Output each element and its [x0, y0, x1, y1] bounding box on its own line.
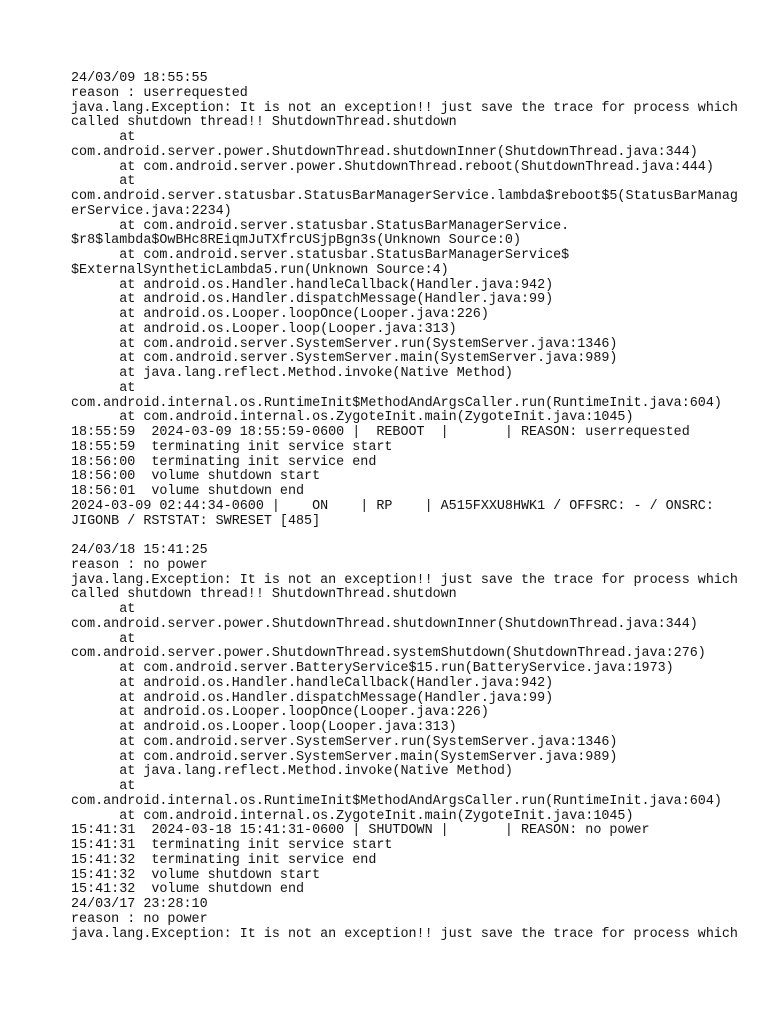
- log-line: called shutdown thread!! ShutdownThread.shutdown: [71, 587, 457, 603]
- log-line: at: [71, 174, 136, 190]
- log-line: com.android.server.power.ShutdownThread.shutdownInner(ShutdownThread.java:344): [71, 616, 698, 632]
- log-line: com.android.server.statusbar.StatusBarManagerService.lambda$reboot$5(StatusBarManag: [71, 189, 738, 204]
- log-line: at com.android.server.SystemServer.run(SystemServer.java:1346): [71, 336, 618, 352]
- log-line: 18:56:00 volume shutdown start: [71, 469, 321, 485]
- log-line: at com.android.server.SystemServer.main(SystemServer.java:989): [71, 351, 618, 367]
- log-line: java.lang.Exception: It is not an exception!! just save the trace for process which: [71, 100, 738, 116]
- log-line: at com.android.internal.os.ZygoteInit.main(ZygoteInit.java:1045): [71, 410, 634, 426]
- log-line: 24/03/17 23:28:10: [71, 897, 208, 912]
- log-line: 24/03/09 18:55:55: [71, 71, 208, 86]
- log-line: [71, 529, 711, 544]
- log-line: 18:56:00 terminating init service end: [71, 454, 377, 470]
- log-line: at android.os.Handler.handleCallback(Handler.java:942): [71, 675, 554, 691]
- log-line: at java.lang.reflect.Method.invoke(Native Method): [71, 764, 513, 780]
- log-line: at: [71, 779, 136, 794]
- log-line: JIGONB / RSTSTAT: SWRESET [485]: [71, 513, 321, 529]
- log-line: at android.os.Handler.dispatchMessage(Handler.java:99): [71, 292, 554, 308]
- log-line: at: [71, 380, 136, 396]
- log-line: $ExternalSyntheticLambda5.run(Unknown Source:4): [71, 262, 449, 278]
- log-line: 15:41:31 terminating init service start: [71, 838, 393, 853]
- log-line: at android.os.Looper.loop(Looper.java:313): [71, 321, 457, 337]
- log-line: at: [71, 130, 136, 145]
- log-line: java.lang.Exception: It is not an exception!! just save the trace for process which: [71, 572, 738, 588]
- log-line: 15:41:31 2024-03-18 15:41:31-0600 | SHUTDOWN | | REASON: no power: [71, 823, 650, 839]
- log-document: [71, 71, 738, 942]
- log-line: 2024-03-09 02:44:34-0600 | ON | RP | A515FXXU8HWK1 / OFFSRC: - / ONSRC:: [71, 498, 714, 514]
- log-line: at com.android.server.power.ShutdownThread.reboot(ShutdownThread.java:444): [71, 159, 714, 175]
- log-line: at com.android.internal.os.ZygoteInit.main(ZygoteInit.java:1045): [71, 808, 634, 824]
- log-line: at com.android.server.statusbar.StatusBarManagerService$: [71, 248, 570, 263]
- log-line: at: [71, 602, 136, 617]
- log-line: erService.java:2234): [71, 203, 232, 219]
- log-line: at com.android.server.SystemServer.main(SystemServer.java:989): [71, 749, 618, 765]
- log-line: at java.lang.reflect.Method.invoke(Native Method): [71, 366, 513, 381]
- log-line: at android.os.Looper.loopOnce(Looper.java:226): [71, 705, 489, 721]
- log-line: java.lang.Exception: It is not an exception!! just save the trace for process which: [71, 926, 738, 942]
- log-line: 18:55:59 terminating init service start: [71, 439, 393, 455]
- log-line: com.android.server.power.ShutdownThread.shutdownInner(ShutdownThread.java:344): [71, 144, 698, 160]
- log-line: 24/03/18 15:41:25: [71, 543, 208, 558]
- log-line: at: [71, 631, 136, 647]
- log-line: at com.android.server.BatteryService$15.run(BatteryService.java:1973): [71, 661, 674, 676]
- log-line: at android.os.Looper.loopOnce(Looper.java:226): [71, 307, 489, 322]
- log-line: reason : no power: [71, 911, 208, 927]
- log-line: at android.os.Handler.dispatchMessage(Handler.java:99): [71, 690, 554, 706]
- log-line: 15:41:32 volume shutdown end: [71, 882, 305, 898]
- log-line: 18:55:59 2024-03-09 18:55:59-0600 | REBOOT | | REASON: userrequested: [71, 425, 690, 440]
- log-line: called shutdown thread!! ShutdownThread.shutdown: [71, 115, 457, 131]
- log-line: com.android.internal.os.RuntimeInit$MethodAndArgsCaller.run(RuntimeInit.java:604): [71, 395, 722, 411]
- log-line: 15:41:32 terminating init service end: [71, 852, 377, 868]
- log-line: com.android.internal.os.RuntimeInit$MethodAndArgsCaller.run(RuntimeInit.java:604): [71, 793, 722, 809]
- log-line: at com.android.server.SystemServer.run(SystemServer.java:1346): [71, 734, 618, 750]
- log-line: at com.android.server.statusbar.StatusBarManagerService.: [71, 218, 570, 234]
- log-line: 15:41:32 volume shutdown start: [71, 867, 321, 883]
- log-line: at android.os.Handler.handleCallback(Handler.java:942): [71, 277, 554, 293]
- log-line: at android.os.Looper.loop(Looper.java:313): [71, 720, 457, 735]
- log-line: reason : userrequested: [71, 85, 248, 101]
- log-line: com.android.server.power.ShutdownThread.systemShutdown(ShutdownThread.java:276): [71, 646, 706, 662]
- log-line: $r8$lambda$OwBHc8REiqmJuTXfrcUSjpBgn3s(Unknown Source:0): [71, 233, 521, 249]
- log-line: reason : no power: [71, 557, 208, 573]
- log-line: 18:56:01 volume shutdown end: [71, 484, 305, 499]
